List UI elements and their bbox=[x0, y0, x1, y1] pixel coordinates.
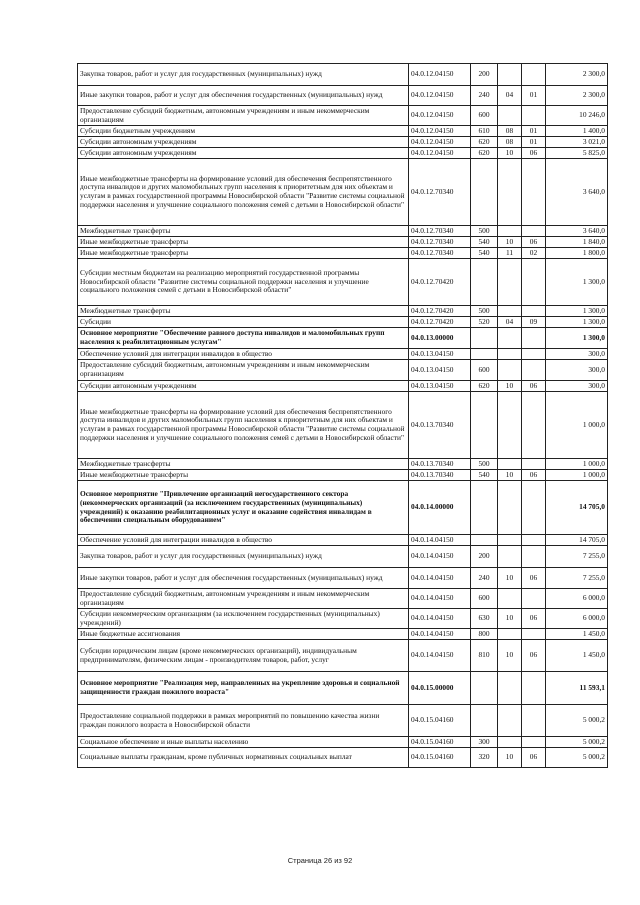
row-rz: 10 bbox=[498, 568, 522, 589]
row-pr: 09 bbox=[522, 317, 546, 328]
row-sum: 1 000,0 bbox=[546, 459, 608, 470]
row-code: 04.0.13.70340 bbox=[409, 459, 471, 470]
row-pr bbox=[522, 546, 546, 568]
row-pr bbox=[522, 360, 546, 381]
row-vr bbox=[471, 259, 498, 306]
row-vr: 500 bbox=[471, 226, 498, 237]
row-pr bbox=[522, 159, 546, 226]
row-vr: 200 bbox=[471, 546, 498, 568]
row-name: Предоставление субсидий бюджетным, автономным учреждениям и иным некоммерческим организациям bbox=[78, 589, 409, 609]
row-vr: 810 bbox=[471, 640, 498, 672]
row-code: 04.0.14.04150 bbox=[409, 629, 471, 640]
row-rz bbox=[498, 306, 522, 317]
row-name: Основное мероприятие "Реализация мер, направленных на укрепление здоровья и социальной защищенности граждан пожилого возраста" bbox=[78, 672, 409, 705]
row-code: 04.0.13.04150 bbox=[409, 381, 471, 392]
row-code: 04.0.15.04160 bbox=[409, 737, 471, 748]
row-sum: 2 300,0 bbox=[546, 64, 608, 86]
row-pr bbox=[522, 259, 546, 306]
row-code: 04.0.13.00000 bbox=[409, 328, 471, 349]
row-name: Иные закупки товаров, работ и услуг для обеспечения государственных (муниципальных) нужд bbox=[78, 86, 409, 106]
row-name: Иные бюджетные ассигнования bbox=[78, 629, 409, 640]
table-row bbox=[78, 546, 608, 568]
row-sum: 1 000,0 bbox=[546, 392, 608, 459]
row-pr: 06 bbox=[522, 609, 546, 629]
row-vr: 540 bbox=[471, 470, 498, 481]
row-rz bbox=[498, 226, 522, 237]
row-rz bbox=[498, 349, 522, 360]
row-pr: 01 bbox=[522, 137, 546, 148]
row-code: 04.0.13.70340 bbox=[409, 392, 471, 459]
row-sum: 7 255,0 bbox=[546, 568, 608, 589]
row-name: Межбюджетные трансферты bbox=[78, 459, 409, 470]
row-sum: 1 840,0 bbox=[546, 237, 608, 248]
row-vr: 520 bbox=[471, 317, 498, 328]
row-vr: 240 bbox=[471, 86, 498, 106]
row-pr: 02 bbox=[522, 248, 546, 259]
row-vr: 600 bbox=[471, 360, 498, 381]
table-row bbox=[78, 259, 608, 306]
row-pr bbox=[522, 226, 546, 237]
row-vr: 500 bbox=[471, 306, 498, 317]
table-row bbox=[78, 470, 608, 481]
row-sum: 300,0 bbox=[546, 360, 608, 381]
row-vr: 320 bbox=[471, 748, 498, 768]
table-row bbox=[78, 137, 608, 148]
table-row bbox=[78, 535, 608, 546]
row-vr: 600 bbox=[471, 589, 498, 609]
row-vr bbox=[471, 159, 498, 226]
row-sum: 14 705,0 bbox=[546, 481, 608, 535]
row-vr: 630 bbox=[471, 609, 498, 629]
row-vr bbox=[471, 328, 498, 349]
row-rz bbox=[498, 705, 522, 737]
row-code: 04.0.15.04160 bbox=[409, 705, 471, 737]
row-pr bbox=[522, 392, 546, 459]
row-sum: 1 450,0 bbox=[546, 629, 608, 640]
row-code: 04.0.12.04150 bbox=[409, 148, 471, 159]
row-pr: 06 bbox=[522, 748, 546, 768]
row-code: 04.0.12.70340 bbox=[409, 237, 471, 248]
row-pr bbox=[522, 589, 546, 609]
row-code: 04.0.12.04150 bbox=[409, 126, 471, 137]
row-pr: 06 bbox=[522, 381, 546, 392]
row-pr bbox=[522, 349, 546, 360]
table-row bbox=[78, 86, 608, 106]
row-pr bbox=[522, 629, 546, 640]
row-sum: 2 300,0 bbox=[546, 86, 608, 106]
table-row bbox=[78, 328, 608, 349]
row-rz: 10 bbox=[498, 381, 522, 392]
row-pr: 06 bbox=[522, 470, 546, 481]
row-code: 04.0.13.04150 bbox=[409, 349, 471, 360]
budget-table bbox=[77, 63, 608, 768]
row-code: 04.0.12.04150 bbox=[409, 64, 471, 86]
row-rz bbox=[498, 481, 522, 535]
row-sum: 3 640,0 bbox=[546, 159, 608, 226]
row-vr: 540 bbox=[471, 237, 498, 248]
table-row bbox=[78, 737, 608, 748]
row-rz bbox=[498, 589, 522, 609]
row-sum: 1 000,0 bbox=[546, 470, 608, 481]
row-rz bbox=[498, 64, 522, 86]
table-row bbox=[78, 64, 608, 86]
row-name: Предоставление социальной поддержки в рамках мероприятий по повышению качества жизни граждан пожилого возраста в Новосибирской области bbox=[78, 705, 409, 737]
table-row bbox=[78, 317, 608, 328]
row-rz: 11 bbox=[498, 248, 522, 259]
row-name: Субсидии некоммерческим организациям (за исключением государственных (муниципальных) учреждений) bbox=[78, 609, 409, 629]
row-code: 04.0.14.04150 bbox=[409, 589, 471, 609]
row-code: 04.0.14.04150 bbox=[409, 568, 471, 589]
row-pr: 01 bbox=[522, 126, 546, 137]
row-vr: 620 bbox=[471, 381, 498, 392]
table-row bbox=[78, 306, 608, 317]
row-name: Субсидии юридическим лицам (кроме некоммерческих организаций), индивидуальным предпринимателям, физическим лицам - производителям товаров, работ, услуг bbox=[78, 640, 409, 672]
row-pr bbox=[522, 705, 546, 737]
table-row bbox=[78, 459, 608, 470]
row-rz: 10 bbox=[498, 609, 522, 629]
row-sum: 1 800,0 bbox=[546, 248, 608, 259]
row-vr bbox=[471, 535, 498, 546]
row-name: Закупка товаров, работ и услуг для государственных (муниципальных) нужд bbox=[78, 546, 409, 568]
row-sum: 1 300,0 bbox=[546, 259, 608, 306]
row-rz bbox=[498, 737, 522, 748]
row-rz bbox=[498, 392, 522, 459]
row-name: Обеспечение условий для интеграции инвалидов в общество bbox=[78, 535, 409, 546]
row-vr: 200 bbox=[471, 64, 498, 86]
row-code: 04.0.12.70340 bbox=[409, 248, 471, 259]
row-code: 04.0.12.70420 bbox=[409, 317, 471, 328]
row-name: Межбюджетные трансферты bbox=[78, 306, 409, 317]
row-code: 04.0.15.00000 bbox=[409, 672, 471, 705]
row-pr bbox=[522, 481, 546, 535]
row-vr: 600 bbox=[471, 106, 498, 126]
row-vr: 540 bbox=[471, 248, 498, 259]
table-row bbox=[78, 248, 608, 259]
row-code: 04.0.12.70420 bbox=[409, 259, 471, 306]
table-row bbox=[78, 381, 608, 392]
row-vr: 800 bbox=[471, 629, 498, 640]
table-row bbox=[78, 159, 608, 226]
row-name: Иные межбюджетные трансферты bbox=[78, 248, 409, 259]
row-code: 04.0.15.04160 bbox=[409, 748, 471, 768]
table-row bbox=[78, 748, 608, 768]
table-row bbox=[78, 148, 608, 159]
table-row bbox=[78, 349, 608, 360]
row-rz bbox=[498, 459, 522, 470]
row-name: Социальные выплаты гражданам, кроме публичных нормативных социальных выплат bbox=[78, 748, 409, 768]
table-row bbox=[78, 629, 608, 640]
row-name: Иные межбюджетные трансферты bbox=[78, 470, 409, 481]
row-code: 04.0.12.70340 bbox=[409, 159, 471, 226]
table-row bbox=[78, 392, 608, 459]
row-rz bbox=[498, 672, 522, 705]
row-code: 04.0.13.04150 bbox=[409, 360, 471, 381]
table-row bbox=[78, 640, 608, 672]
row-rz bbox=[498, 259, 522, 306]
row-sum: 3 021,0 bbox=[546, 137, 608, 148]
row-vr: 240 bbox=[471, 568, 498, 589]
row-sum: 300,0 bbox=[546, 381, 608, 392]
row-sum: 11 593,1 bbox=[546, 672, 608, 705]
row-code: 04.0.14.04150 bbox=[409, 640, 471, 672]
row-name: Иные межбюджетные трансферты на формирование условий для обеспечения беспрепятственного доступа инвалидов и других маломобильных групп населения к приоритетным для них объектам и услугам в рамках государственной программы Новосибирской области "Развитие системы социальной поддержки населения и улучшение социального положения семей с детьми в Новосибирской области" bbox=[78, 159, 409, 226]
row-rz: 10 bbox=[498, 748, 522, 768]
table-row bbox=[78, 237, 608, 248]
row-rz: 10 bbox=[498, 148, 522, 159]
row-vr bbox=[471, 349, 498, 360]
row-rz: 10 bbox=[498, 470, 522, 481]
row-sum: 5 825,0 bbox=[546, 148, 608, 159]
row-rz: 10 bbox=[498, 237, 522, 248]
row-code: 04.0.12.70340 bbox=[409, 226, 471, 237]
row-name: Обеспечение условий для интеграции инвалидов в общество bbox=[78, 349, 409, 360]
row-sum: 3 640,0 bbox=[546, 226, 608, 237]
row-sum: 5 000,2 bbox=[546, 748, 608, 768]
row-pr bbox=[522, 672, 546, 705]
row-rz bbox=[498, 360, 522, 381]
row-pr bbox=[522, 306, 546, 317]
table-row bbox=[78, 589, 608, 609]
table-row bbox=[78, 705, 608, 737]
row-rz bbox=[498, 106, 522, 126]
row-vr bbox=[471, 481, 498, 535]
row-sum: 6 000,0 bbox=[546, 589, 608, 609]
row-name: Межбюджетные трансферты bbox=[78, 226, 409, 237]
row-sum: 5 000,2 bbox=[546, 705, 608, 737]
row-sum: 1 450,0 bbox=[546, 640, 608, 672]
row-sum: 1 300,0 bbox=[546, 306, 608, 317]
row-rz bbox=[498, 546, 522, 568]
row-code: 04.0.12.04150 bbox=[409, 137, 471, 148]
table-row bbox=[78, 226, 608, 237]
row-sum: 1 300,0 bbox=[546, 317, 608, 328]
table-row bbox=[78, 481, 608, 535]
row-name: Иные межбюджетные трансферты bbox=[78, 237, 409, 248]
row-name: Субсидии бюджетным учреждениям bbox=[78, 126, 409, 137]
row-code: 04.0.14.04150 bbox=[409, 546, 471, 568]
row-sum: 7 255,0 bbox=[546, 546, 608, 568]
row-sum: 1 400,0 bbox=[546, 126, 608, 137]
row-name: Субсидии bbox=[78, 317, 409, 328]
row-name: Основное мероприятие "Привлечение организаций негосударственного сектора (некоммерческих организаций (за исключением государственных (муниципальных) учреждений) к оказанию реабилитационных услуг и оказание содействия инвалидам в обеспечении специальным оборудованием" bbox=[78, 481, 409, 535]
row-code: 04.0.14.00000 bbox=[409, 481, 471, 535]
row-sum: 5 000,2 bbox=[546, 737, 608, 748]
row-vr: 300 bbox=[471, 737, 498, 748]
row-pr bbox=[522, 64, 546, 86]
row-name: Субсидии местным бюджетам на реализацию мероприятий государственной программы Новосибирской области "Развитие системы социальной поддержки населения и улучшение социального положения семей с детьми в Новосибирской области" bbox=[78, 259, 409, 306]
row-pr: 06 bbox=[522, 640, 546, 672]
row-vr: 620 bbox=[471, 137, 498, 148]
row-pr: 06 bbox=[522, 568, 546, 589]
row-pr: 06 bbox=[522, 148, 546, 159]
row-rz bbox=[498, 629, 522, 640]
row-rz: 08 bbox=[498, 137, 522, 148]
table-row bbox=[78, 672, 608, 705]
table-row bbox=[78, 360, 608, 381]
row-code: 04.0.12.04150 bbox=[409, 86, 471, 106]
row-sum: 300,0 bbox=[546, 349, 608, 360]
table-row bbox=[78, 609, 608, 629]
row-code: 04.0.14.04150 bbox=[409, 609, 471, 629]
row-code: 04.0.12.70420 bbox=[409, 306, 471, 317]
row-vr: 610 bbox=[471, 126, 498, 137]
row-vr: 620 bbox=[471, 148, 498, 159]
row-code: 04.0.13.70340 bbox=[409, 470, 471, 481]
row-rz bbox=[498, 328, 522, 349]
page-footer: Страница 26 из 92 bbox=[287, 856, 353, 865]
row-name: Иные закупки товаров, работ и услуг для обеспечения государственных (муниципальных) нужд bbox=[78, 568, 409, 589]
row-name: Основное мероприятие "Обеспечение равного доступа инвалидов и маломобильных групп населения к реабилитационным услугам" bbox=[78, 328, 409, 349]
row-name: Субсидии автономным учреждениям bbox=[78, 148, 409, 159]
row-sum: 1 300,0 bbox=[546, 328, 608, 349]
row-name: Иные межбюджетные трансферты на формирование условий для обеспечения беспрепятственного доступа инвалидов и других маломобильных групп населения к приоритетным для них объектам и услугам в рамках государственной программы Новосибирской области "Развитие системы социальной поддержки населения и улучшение социального положения семей с детьми в Новосибирской области" bbox=[78, 392, 409, 459]
row-name: Закупка товаров, работ и услуг для государственных (муниципальных) нужд bbox=[78, 64, 409, 86]
row-code: 04.0.14.04150 bbox=[409, 535, 471, 546]
row-sum: 6 000,0 bbox=[546, 609, 608, 629]
row-name: Социальное обеспечение и иные выплаты населению bbox=[78, 737, 409, 748]
row-pr: 01 bbox=[522, 86, 546, 106]
row-name: Предоставление субсидий бюджетным, автономным учреждениям и иным некоммерческим организациям bbox=[78, 106, 409, 126]
table-row bbox=[78, 568, 608, 589]
row-rz: 08 bbox=[498, 126, 522, 137]
row-sum: 10 246,0 bbox=[546, 106, 608, 126]
row-name: Субсидии автономным учреждениям bbox=[78, 381, 409, 392]
row-vr bbox=[471, 392, 498, 459]
row-pr bbox=[522, 737, 546, 748]
row-code: 04.0.12.04150 bbox=[409, 106, 471, 126]
row-pr bbox=[522, 328, 546, 349]
row-vr: 500 bbox=[471, 459, 498, 470]
row-rz: 04 bbox=[498, 86, 522, 106]
row-rz bbox=[498, 159, 522, 226]
row-pr bbox=[522, 535, 546, 546]
row-rz: 10 bbox=[498, 640, 522, 672]
row-sum: 14 705,0 bbox=[546, 535, 608, 546]
row-rz bbox=[498, 535, 522, 546]
row-name: Субсидии автономным учреждениям bbox=[78, 137, 409, 148]
row-pr bbox=[522, 106, 546, 126]
row-rz: 04 bbox=[498, 317, 522, 328]
row-vr bbox=[471, 705, 498, 737]
table-row bbox=[78, 106, 608, 126]
row-pr bbox=[522, 459, 546, 470]
table-row bbox=[78, 126, 608, 137]
row-vr bbox=[471, 672, 498, 705]
row-name: Предоставление субсидий бюджетным, автономным учреждениям и иным некоммерческим организациям bbox=[78, 360, 409, 381]
row-pr: 06 bbox=[522, 237, 546, 248]
